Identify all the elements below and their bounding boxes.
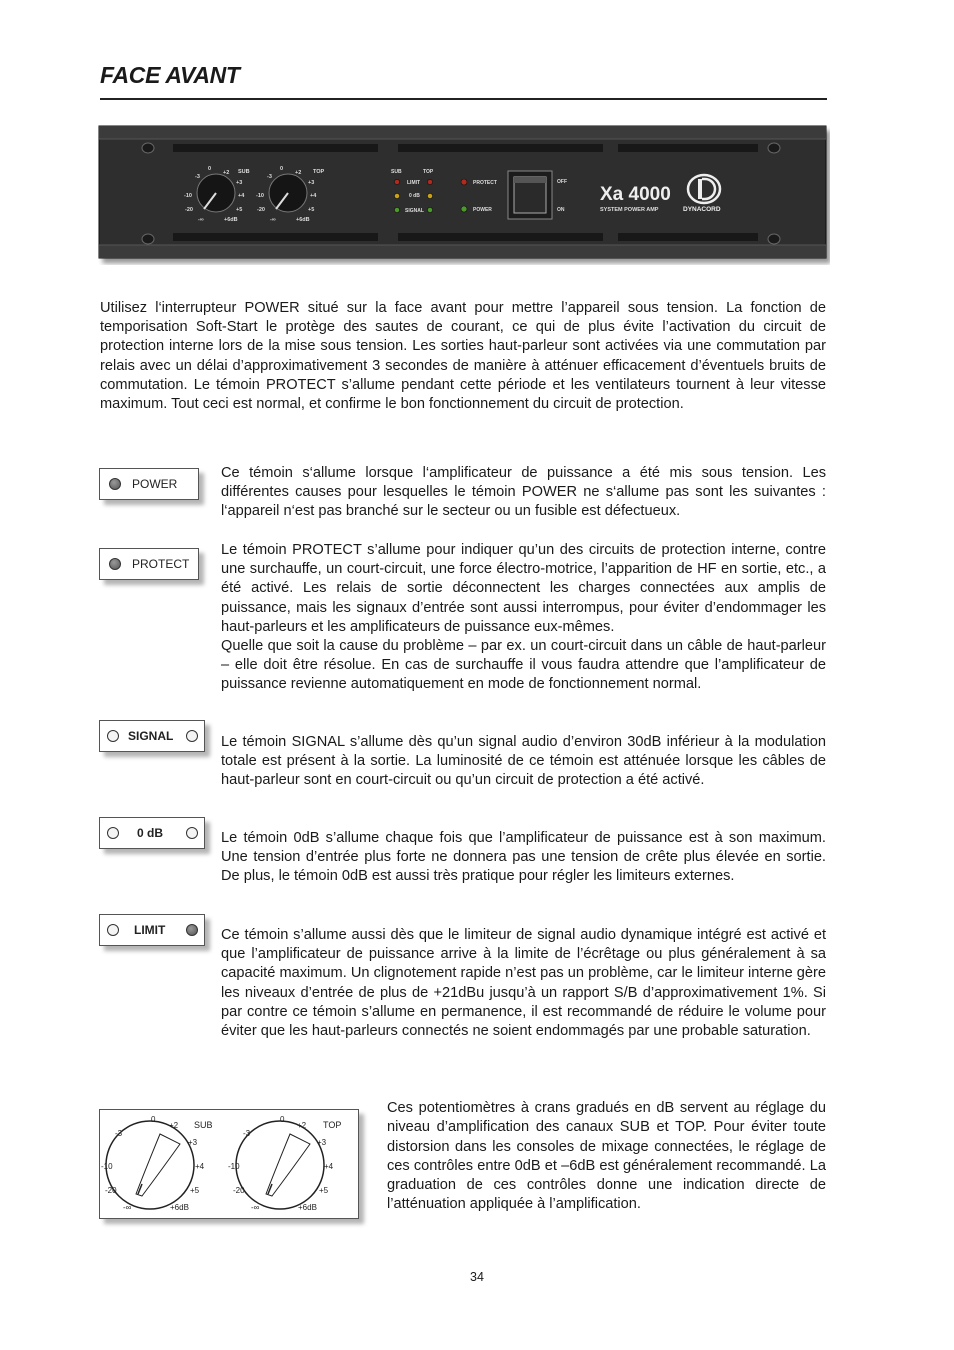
limit-description: Ce témoin s’allume aussi dès que le limiteur de signal audio dynamique intégré est activé et que l’amplificateur de puissance arrive à la limite de l’écrêtage ou plus généralement à sa capacité maximum. Un clignotement rapide n’est pas un problème, car le limiteur interne gère les niveaux d’entrée de plus de +21dBu jusqu’à un rapport S/B d’approximativement 1%. Si par contre ce témoin s’allume en permanence, il est recommandé de réduire le volume pour éviter que les haut-parleurs connectés ne soient endommagés par une probable saturation.: [221, 927, 826, 1040]
front-panel-illustration: [98, 125, 830, 265]
protect-label: PROTECT: [132, 557, 190, 571]
knob-sub-scale-p6: +6dB: [170, 1203, 189, 1212]
panel-knob-sub-label: SUB: [238, 169, 250, 175]
panel-scale-p6-top: +6dB: [296, 217, 310, 223]
knob-top-scale-m20: -20: [233, 1186, 245, 1195]
panel-scale-m10-sub: -10: [184, 193, 192, 199]
panel-ind-0db: 0 dB: [409, 193, 420, 199]
panel-brand: DYNACORD: [683, 206, 721, 213]
panel-knob-top[interactable]: [269, 174, 307, 212]
panel-led-limit-top: [427, 179, 432, 184]
zero-db-led-right-icon: [186, 827, 198, 839]
zero-db-indicator-box: [99, 817, 205, 849]
panel-scale-0-top: 0: [280, 166, 284, 172]
panel-scale-p4-top: +4: [310, 193, 317, 199]
power-label: POWER: [132, 477, 178, 491]
knob-top-scale-m10: -10: [228, 1162, 240, 1171]
page-number: 34: [470, 1270, 484, 1284]
knob-sub-scale-p4: +4: [195, 1162, 205, 1171]
knob-sub-scale-m20: -20: [105, 1186, 117, 1195]
knob-sub-scale-p5: +5: [190, 1186, 200, 1195]
knob-sub-label: SUB: [194, 1120, 213, 1130]
panel-scale-m20-top: -20: [257, 207, 265, 213]
panel-scale-p4-sub: +4: [238, 193, 245, 199]
panel-scale-inf-sub: -∞: [198, 217, 204, 223]
power-indicator-box: [99, 468, 199, 500]
title-rule: [100, 98, 827, 100]
knob-top-scale-inf: -∞: [251, 1203, 260, 1212]
panel-scale-p5-top: +5: [308, 207, 315, 213]
panel-scale-p3-sub: +3: [236, 180, 243, 186]
limit-indicator-box: [99, 914, 205, 946]
knob-top-scale-p6: +6dB: [298, 1203, 317, 1212]
panel-scale-m20-sub: -20: [185, 207, 193, 213]
signal-indicator-box: [99, 720, 205, 752]
panel-scale-p3-top: +3: [308, 180, 315, 186]
knob-sub-scale-m10: -10: [101, 1162, 113, 1171]
panel-led-0db-top: [427, 193, 432, 198]
protect-indicator-box: [99, 548, 199, 580]
signal-description: Le témoin SIGNAL s’allume dès qu’un signal audio d’environ 30dB inférieur à la modulation totale est présent à la sortie. La luminosité de ce témoin est atténuée lorsque les câbles de haut-parleur sont en court-circuit ou qu’un circuit de protection a été activé.: [221, 734, 826, 789]
panel-scale-m10-top: -10: [256, 193, 264, 199]
panel-led-protect: [461, 179, 467, 185]
panel-led-signal-top: [427, 207, 432, 212]
panel-scale-m3-top: -3: [267, 174, 272, 180]
zero-db-description: Le témoin 0dB s’allume chaque fois que l’amplificateur de puissance est à son maximum. Une tension d’entrée plus forte ne donnera pas une tension de crête plus élevée en sortie. De plus, le témoin 0dB est aussi très pratique pour régler les limiteurs externes.: [221, 830, 826, 885]
zero-db-label: 0 dB: [137, 826, 164, 840]
intro-paragraph: Utilisez l‘interrupteur POWER situé sur la face avant pour mettre l’appareil sous tension. La fonction de temporisation Soft-Start le protège des sautes de courant, ce qui de plus évite l’activation du circuit de protection interne lors de la mise sous tension. Les sorties haut-parleur sont activées via une commutation par relais avec un délai d’approximativement 3 secondes de manière à atténuer efficacement d’éventuels bruits de commutation. Le témoin PROTECT s’allume pendant cette période et les ventilateurs tournent à leur vitesse maximum. Tout ceci est normal, et confirme le bon fonctionnement du circuit de protection.: [100, 300, 826, 413]
panel-ind-limit: LIMIT: [407, 180, 421, 186]
knob-top-scale-p4: +4: [324, 1162, 334, 1171]
knob-top-scale-p2: +2: [297, 1121, 307, 1130]
panel-knob-top-label: TOP: [313, 169, 325, 175]
knob-top-scale-0: 0: [280, 1115, 285, 1124]
panel-ind-power: POWER: [473, 207, 492, 213]
limit-led-right-icon: [186, 924, 198, 936]
protect-description: Le témoin PROTECT s’allume pour indiquer qu’un des circuits de protection interne, contre une surchauffe, un court-circuit, une force électro-motrice, l’apparition de HF en sortie, etc., a été activé. Les relais de sortie déconnectent les charges connectées aux amplis de puissance, mais les signaux d’entrée sont aussi interrompus, pour éviter d’endommager les haut-parleurs et les amplificateurs de puissance eux-mêmes.: [221, 542, 826, 635]
panel-switch-on: ON: [557, 207, 565, 213]
knob-diagram-svg: [100, 1110, 358, 1218]
panel-led-limit-sub: [394, 179, 399, 184]
zero-db-led-left-icon: [107, 827, 119, 839]
panel-ind-signal: SIGNAL: [405, 208, 424, 214]
protect-description-2: Quelle que soit la cause du problème – par ex. un court-circuit dans un câble de haut-parleur – elle doit être résolue. En cas de surchauffe il vous faudra attendre que l’amplificateur de puissance revienne automatiquement en mode de fonctionnement normal.: [221, 638, 826, 693]
panel-power-switch[interactable]: [508, 171, 552, 219]
panel-ind-top: TOP: [423, 169, 434, 175]
panel-subtitle: SYSTEM POWER AMP: [600, 207, 659, 213]
power-description: Ce témoin s‘allume lorsque l‘amplificateur de puissance a été mis sous tension. Les différentes causes pour lesquelles le témoin POWER ne s‘allume pas sont les suivantes : l‘appareil n‘est pas branché sur le secteur ou un fusible est défectueux.: [221, 465, 826, 520]
knob-top-scale-p5: +5: [319, 1186, 329, 1195]
protect-led-icon: [109, 558, 121, 570]
knob-sub-scale-0: 0: [151, 1115, 156, 1124]
knob-sub-scale-p3: +3: [188, 1138, 198, 1147]
signal-label: SIGNAL: [128, 729, 174, 743]
panel-switch-off: OFF: [557, 179, 567, 185]
panel-scale-m3-sub: -3: [195, 174, 200, 180]
signal-led-left-icon: [107, 730, 119, 742]
knob-sub-scale-p2: +2: [169, 1121, 179, 1130]
knob-sub-scale-m3: -3: [115, 1129, 123, 1138]
knob-diagram: [99, 1109, 359, 1219]
knob-top-scale-p3: +3: [317, 1138, 327, 1147]
power-led-icon: [109, 478, 121, 490]
limit-led-left-icon: [107, 924, 119, 936]
knob-top-scale-m3: -3: [243, 1129, 251, 1138]
limit-label: LIMIT: [134, 923, 166, 937]
knob-sub-scale-inf: -∞: [123, 1203, 132, 1212]
section-title: FACE AVANT: [100, 62, 240, 88]
knob-description: Ces potentiomètres à crans gradués en dB servent au réglage du niveau d’amplification des canaux SUB et TOP. Pour éviter toute distorsion dans les consoles de mixage connectées, le réglage de ces contrôles entre 0dB et –6dB est généralement recommandé. La graduation de ces contrôles donne une indication directe de l’atténuation appliquée à l’amplification.: [387, 1100, 826, 1213]
panel-knob-sub[interactable]: [197, 174, 235, 212]
panel-ind-sub: SUB: [391, 169, 402, 175]
panel-led-signal-sub: [394, 207, 399, 212]
panel-ind-protect: PROTECT: [473, 180, 497, 186]
panel-scale-p2-sub: +2: [223, 170, 230, 176]
panel-scale-p5-sub: +5: [236, 207, 243, 213]
knob-top-label: TOP: [323, 1120, 342, 1130]
panel-model: Xa 4000: [600, 184, 671, 205]
signal-led-right-icon: [186, 730, 198, 742]
panel-led-0db-sub: [394, 193, 399, 198]
panel-scale-0-sub: 0: [208, 166, 212, 172]
panel-scale-p2-top: +2: [295, 170, 302, 176]
panel-scale-p6-sub: +6dB: [224, 217, 238, 223]
panel-led-power: [461, 206, 467, 212]
panel-scale-inf-top: -∞: [270, 217, 276, 223]
